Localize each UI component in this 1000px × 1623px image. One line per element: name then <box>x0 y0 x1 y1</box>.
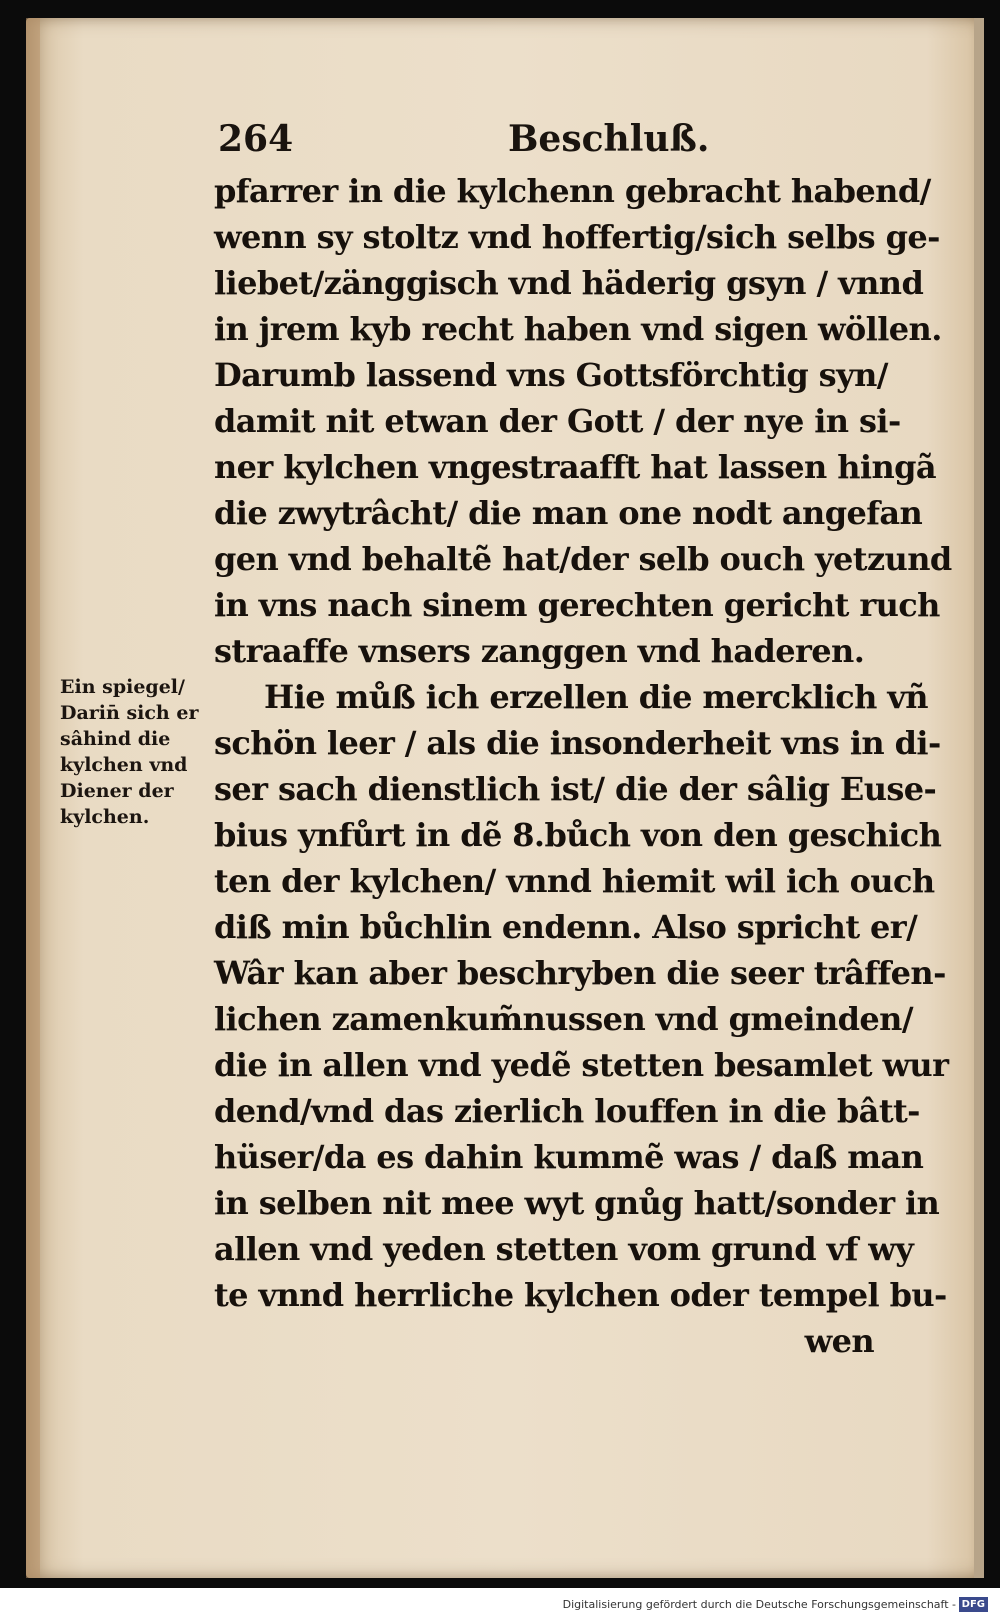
marginal-note-line: sâhind die <box>60 728 171 750</box>
marginal-note-line: kylchen. <box>60 806 150 828</box>
marginal-note-line: Darin̄ sich er <box>60 702 199 724</box>
text-line: wenn sy stoltz vnd hoffertig/sich selbs ge- <box>214 218 940 256</box>
text-line: in selben nit mee wyt gnůg hatt/sonder in <box>214 1184 940 1222</box>
text-line: lichen zamenkum̃nussen vnd gmeinden/ <box>214 1000 913 1038</box>
text-line: in jrem kyb recht haben vnd sigen wöllen. <box>214 310 942 348</box>
page-edge <box>974 18 984 1578</box>
marginal-note <box>60 674 210 830</box>
text-line: ner kylchen vngestraafft hat lassen hingã <box>214 448 937 486</box>
text-line: ser sach dienstlich ist/ die der sâlig Euse- <box>214 770 937 808</box>
text-line: te vnnd herrliche kylchen oder tempel bu- <box>214 1276 947 1314</box>
marginal-note-line: Diener der <box>60 780 174 802</box>
text-line: die zwytrâcht/ die man one nodt angefan <box>214 494 923 532</box>
text-line: schön leer / als die insonderheit vns in di- <box>214 724 941 762</box>
catchword: wen <box>804 1322 874 1360</box>
text-line: dend/vnd das zierlich louffen in die bâtt- <box>214 1092 920 1130</box>
text-line: Wâr kan aber beschryben die seer trâffen- <box>214 954 946 992</box>
text-line: Darumb lassend vns Gottsförchtig syn/ <box>214 356 888 394</box>
text-line: pfarrer in die kylchenn gebracht habend/ <box>214 172 931 210</box>
marginal-note-line: Ein spiegel/ <box>60 676 185 698</box>
running-head <box>218 118 710 170</box>
page-number: 264 <box>218 118 294 160</box>
funding-credit: Digitalisierung gefördert durch die Deutsche Forschungsgemeinschaft - <box>562 1598 956 1611</box>
text-line: Hie můß ich erzellen die mercklich vñ <box>264 678 928 716</box>
text-line: gen vnd behaltẽ hat/der selb ouch yetzund <box>214 540 952 578</box>
text-line: in vns nach sinem gerechten gericht ruch <box>214 586 940 624</box>
text-line: hüser/da es dahin kummẽ was / daß man <box>214 1138 924 1176</box>
dfg-logo: DFG <box>959 1597 988 1612</box>
running-title: Beschluß. <box>508 118 710 160</box>
footer-bar <box>0 1588 1000 1623</box>
text-line: bius ynfůrt in dẽ 8.bůch von den geschich <box>214 816 942 854</box>
text-line: ten der kylchen/ vnnd hiemit wil ich ouch <box>214 862 935 900</box>
main-text-block <box>214 168 952 1364</box>
text-line: liebet/zänggisch vnd häderig gsyn / vnnd <box>214 264 924 302</box>
page-gutter <box>26 18 40 1578</box>
text-line: diß min bůchlin endenn. Also spricht er/ <box>214 908 918 946</box>
text-line: die in allen vnd yedẽ stetten besamlet wur <box>214 1046 949 1084</box>
text-line: straaffe vnsers zanggen vnd haderen. <box>214 632 865 670</box>
text-line: allen vnd yeden stetten vom grund vf wy <box>214 1230 914 1268</box>
text-line: damit nit etwan der Gott / der nye in si- <box>214 402 901 440</box>
marginal-note-line: kylchen vnd <box>60 754 188 776</box>
